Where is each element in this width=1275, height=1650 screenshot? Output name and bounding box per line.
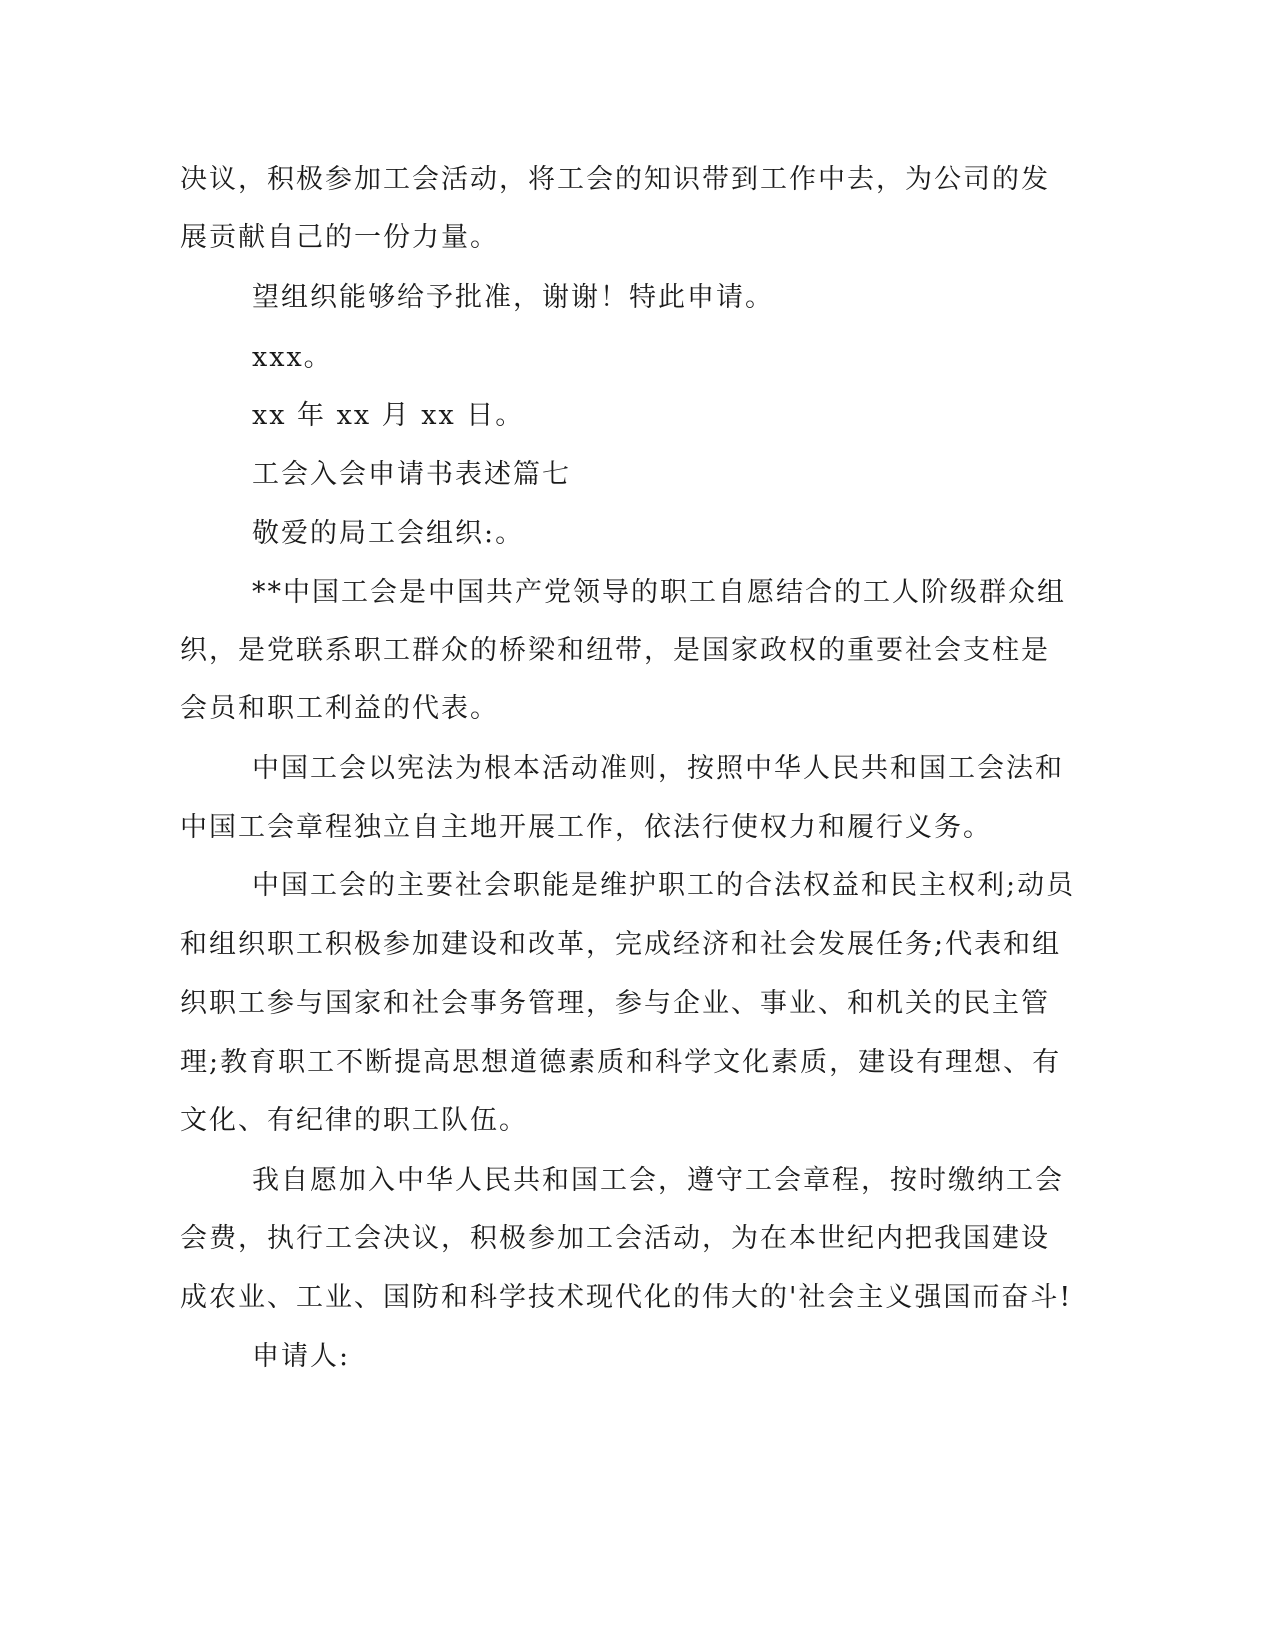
text-line: 我自愿加入中华人民共和国工会，遵守工会章程，按时缴纳工会	[252, 1165, 1064, 1196]
text-line: 中国工会以宪法为根本活动准则，按照中华人民共和国工会法和	[252, 753, 1064, 784]
text-line: 展贡献自己的一份力量。	[180, 222, 499, 253]
text-line: 文化、有纪律的职工队伍。	[180, 1105, 528, 1136]
text-line: 会员和职工利益的代表。	[180, 693, 499, 724]
section-heading: 工会入会申请书表述篇七	[252, 459, 571, 490]
text-line: 会费，执行工会决议，积极参加工会活动，为在本世纪内把我国建设	[180, 1223, 1050, 1254]
text-line: 决议，积极参加工会活动，将工会的知识带到工作中去，为公司的发	[180, 164, 1050, 195]
text-line: 和组织职工积极参加建设和改革，完成经济和社会发展任务;代表和组	[180, 929, 1062, 960]
text-line: 中国工会章程独立自主地开展工作，依法行使权力和履行义务。	[180, 812, 992, 843]
text-line: 成农业、工业、国防和科学技术现代化的伟大的'社会主义强国而奋斗!	[180, 1282, 1073, 1313]
text-line: 望组织能够给予批准，谢谢！特此申请。	[252, 282, 774, 313]
text-line: 中国工会的主要社会职能是维护职工的合法权益和民主权利;动员	[252, 870, 1076, 901]
salutation: 敬爱的局工会组织:。	[252, 518, 525, 549]
text-line: **中国工会是中国共产党领导的职工自愿结合的工人阶级群众组	[252, 577, 1066, 608]
text-line: 织职工参与国家和社会事务管理，参与企业、事业、和机关的民主管	[180, 988, 1050, 1019]
text-line: 理;教育职工不断提高思想道德素质和科学文化素质，建设有理想、有	[180, 1047, 1062, 1078]
text-line: 织，是党联系职工群众的桥梁和纽带，是国家政权的重要社会支柱是	[180, 635, 1050, 666]
signature-name: xxx。	[252, 342, 333, 373]
applicant-label: 申请人:	[252, 1341, 351, 1372]
signature-date: xx 年 xx 月 xx 日。	[252, 400, 525, 431]
